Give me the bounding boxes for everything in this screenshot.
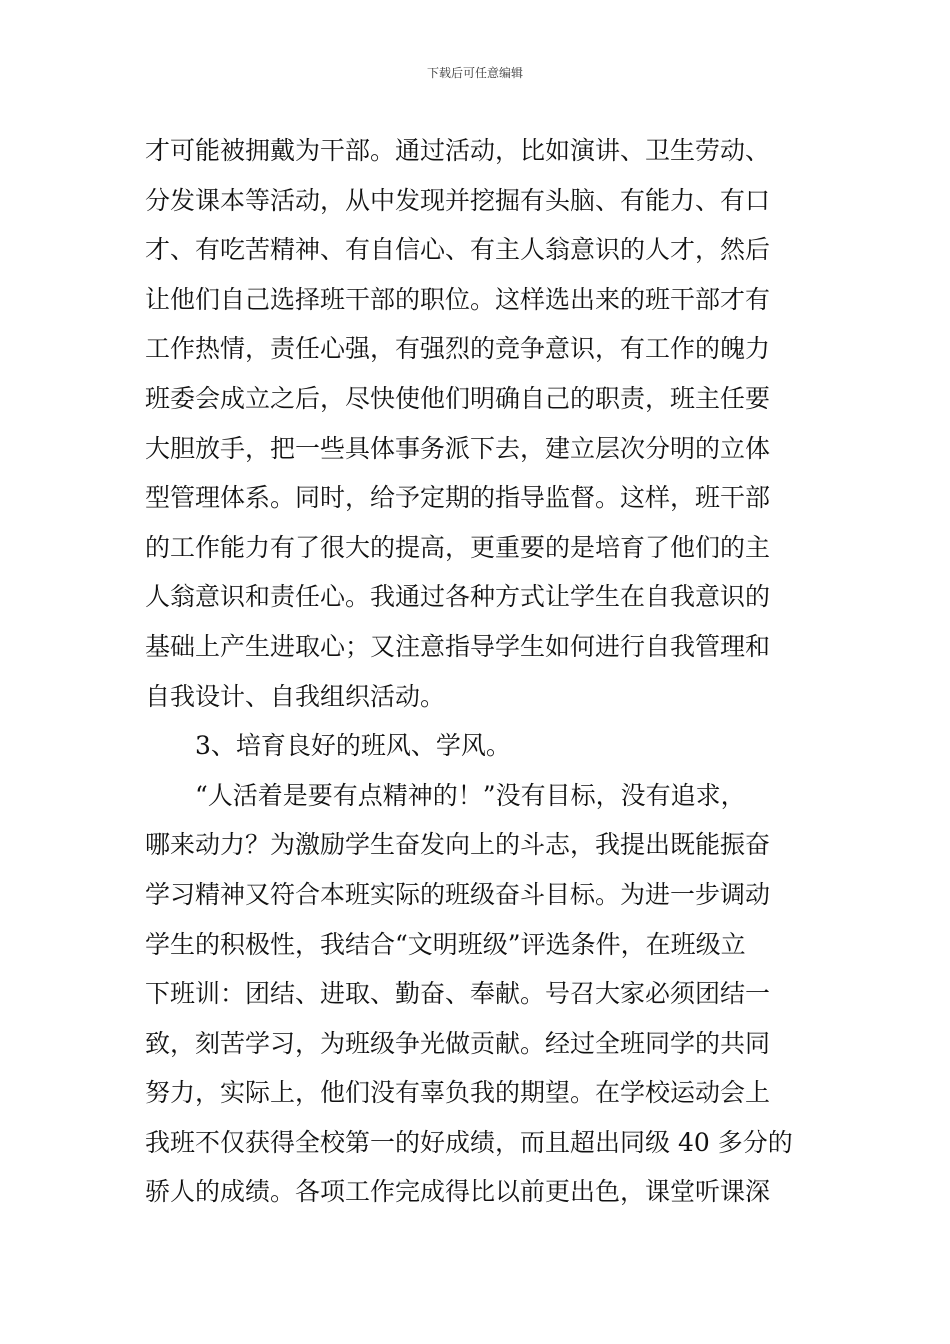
paragraph-first-line: “人活着是要有点精神的！”没有目标，没有追求，	[195, 780, 746, 810]
document-body	[145, 126, 810, 1217]
text-line: 致，刻苦学习，为班级争光做贡献。经过全班同学的共同	[145, 1028, 771, 1058]
text-line: 大胆放手，把一些具体事务派下去，建立层次分明的立体	[145, 433, 771, 463]
text-line: 学习精神又符合本班实际的班级奋斗目标。为进一步调动	[145, 879, 771, 909]
section-heading: 3、培育良好的班风、学风。	[195, 731, 511, 761]
text-line: 下班训：团结、进取、勤奋、奉献。号召大家必须团结一	[145, 979, 771, 1009]
text-line: 努力，实际上，他们没有辜负我的期望。在学校运动会上	[145, 1078, 771, 1108]
text-line: 的工作能力有了很大的提高，更重要的是培育了他们的主	[145, 532, 771, 562]
text-line: 人翁意识和责任心。我通过各种方式让学生在自我意识的	[145, 582, 771, 612]
text-line: 才、有吃苦精神、有自信心、有主人翁意识的人才，然后	[145, 235, 771, 265]
text-line: 工作热情，责任心强，有强烈的竞争意识，有工作的魄力	[145, 334, 771, 364]
text-line: 我班不仅获得全校第一的好成绩，而且超出同级 40 多分的	[145, 1127, 793, 1157]
page-header: 下载后可任意编辑	[426, 66, 523, 80]
text-line: 型管理体系。同时，给予定期的指导监督。这样，班干部	[145, 483, 771, 513]
text-line: 班委会成立之后，尽快使他们明确自己的职责，班主任要	[145, 383, 771, 413]
text-line: 骄人的成绩。各项工作完成得比以前更出色，课堂听课深	[145, 1177, 771, 1207]
text-line: 学生的积极性，我结合“文明班级”评选条件，在班级立	[145, 929, 746, 959]
text-line: 基础上产生进取心；又注意指导学生如何进行自我管理和	[145, 631, 771, 661]
text-line: 自我设计、自我组织活动。	[145, 681, 446, 711]
text-line: 哪来动力？为激励学生奋发向上的斗志，我提出既能振奋	[145, 830, 771, 860]
text-line: 让他们自己选择班干部的职位。这样选出来的班干部才有	[145, 284, 771, 314]
text-line: 分发课本等活动，从中发现并挖掘有头脑、有能力、有口	[145, 185, 771, 215]
text-line: 才可能被拥戴为干部。通过活动，比如演讲、卫生劳动、	[145, 136, 771, 165]
